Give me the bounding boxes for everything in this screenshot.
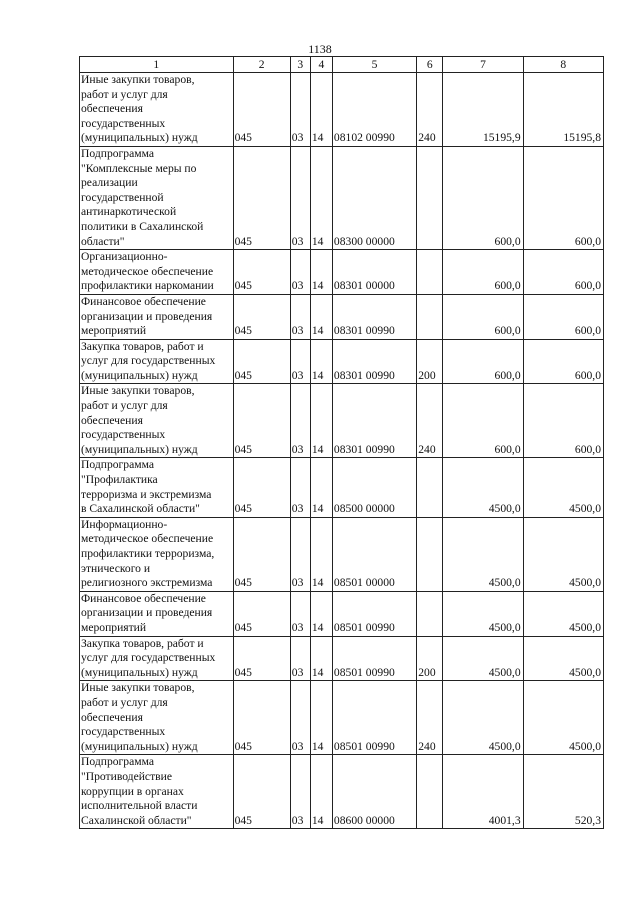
subsection-code: 14 xyxy=(310,339,332,384)
target-article-code: 08300 00000 xyxy=(332,146,416,249)
target-article-code: 08301 00990 xyxy=(332,294,416,339)
admin-code: 045 xyxy=(233,339,290,384)
row-name: Иные закупки товаров, работ и услуг для обеспечения государственных (муниципальных) нужд xyxy=(80,73,234,147)
amount-col8: 520,3 xyxy=(523,755,603,829)
expense-type-code xyxy=(417,517,443,591)
section-code: 03 xyxy=(290,591,310,636)
table-row xyxy=(80,384,604,458)
subsection-code: 14 xyxy=(310,458,332,517)
admin-code: 045 xyxy=(233,517,290,591)
row-name: Организационно- методическое обеспечение профилактики наркомании xyxy=(80,250,234,295)
subsection-code: 14 xyxy=(310,681,332,755)
subsection-code: 14 xyxy=(310,636,332,681)
admin-code: 045 xyxy=(233,755,290,829)
table-row xyxy=(80,591,604,636)
table-row xyxy=(80,517,604,591)
amount-col8: 15195,8 xyxy=(523,73,603,147)
column-header: 6 xyxy=(417,57,443,73)
column-header: 2 xyxy=(233,57,290,73)
amount-col8: 600,0 xyxy=(523,384,603,458)
amount-col7: 15195,9 xyxy=(443,73,523,147)
expense-type-code xyxy=(417,294,443,339)
row-name: Подпрограмма "Противодействие коррупции в органах исполнительной власти Сахалинской области" xyxy=(80,755,234,829)
admin-code: 045 xyxy=(233,681,290,755)
row-name: Информационно- методическое обеспечение профилактики терроризма, этнического и религиозного экстремизма xyxy=(80,517,234,591)
section-code: 03 xyxy=(290,294,310,339)
row-name: Закупка товаров, работ и услуг для государственных (муниципальных) нужд xyxy=(80,339,234,384)
column-header: 4 xyxy=(310,57,332,73)
expense-type-code: 200 xyxy=(417,636,443,681)
admin-code: 045 xyxy=(233,250,290,295)
column-header: 8 xyxy=(523,57,603,73)
amount-col8: 4500,0 xyxy=(523,591,603,636)
amount-col8: 4500,0 xyxy=(523,458,603,517)
expense-type-code: 240 xyxy=(417,681,443,755)
amount-col8: 600,0 xyxy=(523,339,603,384)
table-row xyxy=(80,250,604,295)
subsection-code: 14 xyxy=(310,591,332,636)
section-code: 03 xyxy=(290,384,310,458)
target-article-code: 08501 00990 xyxy=(332,591,416,636)
column-header: 5 xyxy=(332,57,416,73)
target-article-code: 08501 00000 xyxy=(332,517,416,591)
section-code: 03 xyxy=(290,458,310,517)
table-row xyxy=(80,458,604,517)
subsection-code: 14 xyxy=(310,294,332,339)
section-code: 03 xyxy=(290,146,310,249)
table-row xyxy=(80,755,604,829)
table-row xyxy=(80,681,604,755)
table-row xyxy=(80,294,604,339)
row-name: Закупка товаров, работ и услуг для государственных (муниципальных) нужд xyxy=(80,636,234,681)
page-number: 1138 xyxy=(308,42,332,56)
section-code: 03 xyxy=(290,755,310,829)
section-code: 03 xyxy=(290,517,310,591)
amount-col7: 600,0 xyxy=(443,384,523,458)
section-code: 03 xyxy=(290,339,310,384)
admin-code: 045 xyxy=(233,458,290,517)
amount-col7: 4500,0 xyxy=(443,591,523,636)
amount-col8: 600,0 xyxy=(523,250,603,295)
row-name: Иные закупки товаров, работ и услуг для обеспечения государственных (муниципальных) нужд xyxy=(80,384,234,458)
section-code: 03 xyxy=(290,250,310,295)
amount-col8: 4500,0 xyxy=(523,681,603,755)
amount-col8: 600,0 xyxy=(523,294,603,339)
target-article-code: 08301 00990 xyxy=(332,384,416,458)
admin-code: 045 xyxy=(233,146,290,249)
target-article-code: 08301 00000 xyxy=(332,250,416,295)
section-code: 03 xyxy=(290,636,310,681)
section-code: 03 xyxy=(290,73,310,147)
admin-code: 045 xyxy=(233,384,290,458)
expense-type-code xyxy=(417,458,443,517)
expense-type-code xyxy=(417,250,443,295)
amount-col7: 600,0 xyxy=(443,339,523,384)
amount-col7: 600,0 xyxy=(443,294,523,339)
subsection-code: 14 xyxy=(310,146,332,249)
expense-type-code xyxy=(417,755,443,829)
expense-type-code: 240 xyxy=(417,384,443,458)
amount-col7: 4500,0 xyxy=(443,681,523,755)
table-row xyxy=(80,636,604,681)
section-code: 03 xyxy=(290,681,310,755)
amount-col7: 600,0 xyxy=(443,146,523,249)
admin-code: 045 xyxy=(233,636,290,681)
row-name: Иные закупки товаров, работ и услуг для обеспечения государственных (муниципальных) нужд xyxy=(80,681,234,755)
table-row xyxy=(80,146,604,249)
table-row xyxy=(80,339,604,384)
subsection-code: 14 xyxy=(310,755,332,829)
table-row xyxy=(80,73,604,147)
amount-col8: 4500,0 xyxy=(523,636,603,681)
target-article-code: 08301 00990 xyxy=(332,339,416,384)
amount-col7: 600,0 xyxy=(443,250,523,295)
admin-code: 045 xyxy=(233,73,290,147)
admin-code: 045 xyxy=(233,294,290,339)
row-name: Подпрограмма "Комплексные меры по реализации государственной антинаркотической политики в Сахалинской области" xyxy=(80,146,234,249)
column-header: 3 xyxy=(290,57,310,73)
amount-col7: 4500,0 xyxy=(443,458,523,517)
target-article-code: 08600 00000 xyxy=(332,755,416,829)
target-article-code: 08102 00990 xyxy=(332,73,416,147)
subsection-code: 14 xyxy=(310,250,332,295)
subsection-code: 14 xyxy=(310,517,332,591)
subsection-code: 14 xyxy=(310,384,332,458)
target-article-code: 08501 00990 xyxy=(332,681,416,755)
column-header: 1 xyxy=(80,57,234,73)
amount-col7: 4500,0 xyxy=(443,517,523,591)
amount-col8: 600,0 xyxy=(523,146,603,249)
subsection-code: 14 xyxy=(310,73,332,147)
amount-col8: 4500,0 xyxy=(523,517,603,591)
target-article-code: 08501 00990 xyxy=(332,636,416,681)
admin-code: 045 xyxy=(233,591,290,636)
expense-type-code xyxy=(417,591,443,636)
row-name: Финансовое обеспечение организации и проведения мероприятий xyxy=(80,294,234,339)
expense-type-code: 200 xyxy=(417,339,443,384)
amount-col7: 4001,3 xyxy=(443,755,523,829)
expense-type-code: 240 xyxy=(417,73,443,147)
amount-col7: 4500,0 xyxy=(443,636,523,681)
target-article-code: 08500 00000 xyxy=(332,458,416,517)
expense-type-code xyxy=(417,146,443,249)
budget-table xyxy=(79,56,604,829)
row-name: Финансовое обеспечение организации и проведения мероприятий xyxy=(80,591,234,636)
column-header: 7 xyxy=(443,57,523,73)
table-header-row xyxy=(80,57,604,73)
row-name: Подпрограмма "Профилактика терроризма и экстремизма в Сахалинской области" xyxy=(80,458,234,517)
